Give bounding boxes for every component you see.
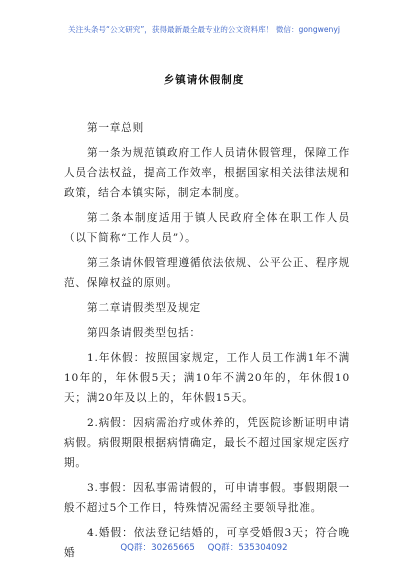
qq-group-2: QQ群：535304092: [207, 543, 288, 553]
article-3: 第三条请休假管理遵循依法依规、公平公正、程序规范、保障权益的原则。: [64, 257, 350, 289]
leave-item-sick: 2.病假：因病需治疗或休养的，凭医院诊断证明申请病假。病假期限根据病情确定，最长不超过国家规定医疗期。: [64, 417, 350, 469]
article-1: 第一条为规范镇政府工作人员请休假管理，保障工作人员合法权益，提高工作效率，根据国家相关法律法规和政策，结合本镇实际，制定本制度。: [64, 147, 350, 199]
leave-item-personal: 3.事假：因私事需请假的，可申请事假。事假期限一般不超过5个工作日，特殊情况需经主要领导批准。: [64, 482, 350, 514]
document-body: [64, 118, 350, 563]
leave-item-annual: 1.年休假：按照国家规定，工作人员工作满1年不满10年的，年休假5天；满10年不满20年的，年休假10天；满20年及以上的，年休假15天。: [64, 352, 350, 404]
leave-item-marriage: 4.婚假：依法登记结婚的，可享受婚假3天；符合晚婚: [64, 527, 350, 559]
top-promo-banner: 关注头条号“公文研究”，获得最新最全最专业的公文资料库！ 微信：gongwenyj: [68, 25, 340, 34]
article-4: 第四条请假类型包括：: [87, 327, 201, 339]
qq-group-1: QQ群：30265665: [120, 543, 195, 553]
document-title: 乡镇请休假制度: [163, 74, 245, 86]
bottom-promo-banner: [0, 541, 408, 553]
article-2: 第二条本制度适用于镇人民政府全体在职工作人员（以下简称“工作人员”）。: [64, 212, 350, 244]
chapter-heading-2: 第二章请假类型及规定: [87, 302, 201, 314]
chapter-heading-1: 第一章总则: [87, 122, 144, 134]
